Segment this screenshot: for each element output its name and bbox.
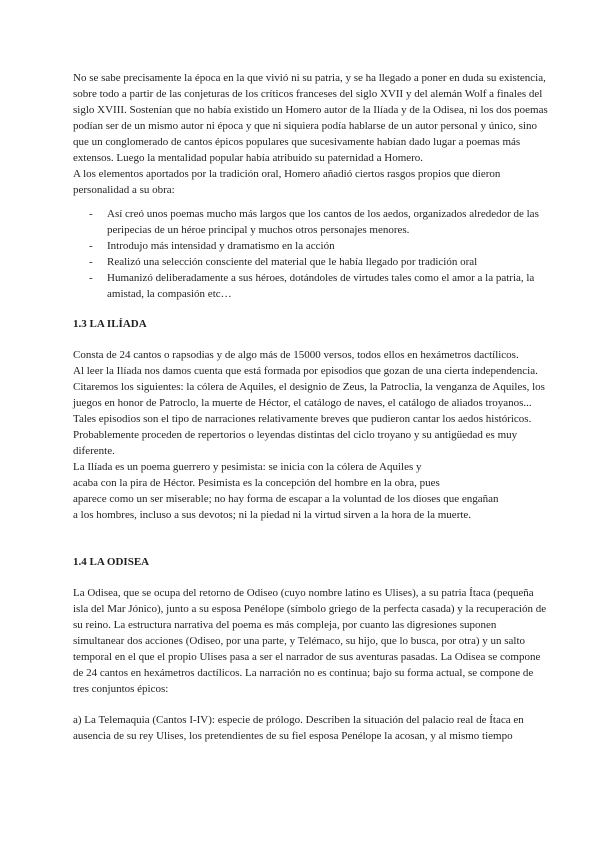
list-item	[73, 238, 550, 254]
list-item-text: Humanizó deliberadamente a sus héroes, dotándoles de virtudes tales como el amor a la patria, la amistad, la compasión etc…	[107, 272, 535, 300]
list-item-text: Realizó una selección consciente del material que le había llegado por tradición oral	[107, 256, 478, 268]
iliada-paragraph-3: Tales episodios son el tipo de narraciones relativamente breves que pudieron cantar los aedos históricos. Probablemente proceden de repertorios o leyendas distintas del ciclo troyano y su antigüedad es muy diferente.	[73, 413, 532, 457]
bullet-dash: -	[89, 256, 93, 268]
odisea-paragraph-2: a) La Telemaquia (Cantos I-IV): especie de prólogo. Describen la situación del palacio real de Ítaca en ausencia de su rey Ulises, los pretendientes de su fiel esposa Penélope la acosan, y al mismo tiempo	[73, 714, 524, 742]
features-list	[73, 206, 550, 302]
section-heading-odisea: 1.4 LA ODISEA	[73, 556, 150, 568]
text-line: acaba con la pira de Héctor. Pesimista es la concepción del hombre en la obra, pues	[73, 477, 440, 489]
bullet-dash: -	[89, 272, 93, 284]
iliada-paragraph-1: Consta de 24 cantos o rapsodias y de algo más de 15000 versos, todos ellos en hexámetros dactílicos.	[73, 349, 519, 361]
list-item-text: Así creó unos poemas mucho más largos que los cantos de los aedos, organizados alrededor de las peripecias de un héroe principal y muchos otros personajes menores.	[107, 208, 539, 236]
iliada-paragraph-4	[73, 459, 550, 523]
list-item	[73, 206, 550, 238]
text-line: La Ilíada es un poema guerrero y pesimista: se inicia con la cólera de Aquiles y	[73, 461, 422, 473]
text-line: a los hombres, incluso a sus devotos; ni la piedad ni la virtud sirven a la hora de la muerte.	[73, 509, 472, 521]
section-heading-iliada: 1.3 LA ILÍADA	[73, 318, 147, 330]
bullet-dash: -	[89, 240, 93, 252]
list-item-text: Introdujo más intensidad y dramatismo en la acción	[107, 240, 335, 252]
intro-paragraph-2: A los elementos aportados por la tradición oral, Homero añadió ciertos rasgos propios que dieron personalidad a su obra:	[73, 168, 501, 196]
odisea-paragraph-1: La Odisea, que se ocupa del retorno de Odiseo (cuyo nombre latino es Ulises), a su patria Ítaca (pequeña isla del Mar Jónico), junto a su esposa Penélope (símbolo griego de la perfecta casada) y la recuperación de su reino. La estructura narrativa del poema es más compleja, por cuanto las digresiones suponen simultanear dos acciones (Odiseo, por una parte, y Telémaco, su hijo, que lo busca, por otra) y un salto temporal en el que el propio Ulises pasa a ser el narrador de sus aventuras pasadas. La Odisea se compone de 24 cantos en hexámetros dactílicos. La narración no es continua; bajo su forma actual, se compone de tres conjuntos épicos:	[73, 587, 547, 695]
bullet-dash: -	[89, 208, 93, 220]
list-item	[73, 270, 550, 302]
list-item	[73, 254, 550, 270]
iliada-paragraph-2: Al leer la Ilíada nos damos cuenta que está formada por episodios que gozan de una cierta independencia. Citaremos los siguientes: la cólera de Aquiles, el designio de Zeus, la Patroclia, la venganza de Aquiles, los juegos en honor de Patroclo, la muerte de Héctor, el catálogo de naves, el catálogo de aliados troyanos...	[73, 365, 545, 409]
intro-paragraph: No se sabe precisamente la época en la que vivió ni su patria, y se ha llegado a poner en duda su existencia, sobre todo a partir de las conjeturas de los críticos franceses del siglo XVII y del alemán Wolf a finales del siglo XVIII. Sostenían que no había existido un Homero autor de la Ilíada y de la Odisea, ni los dos poemas podían ser de un mismo autor ni época y que ni siquiera podía hablarse de un autor personal y único, sino que un conglomerado de cantos épicos populares que sucesivamente habían dado lugar a poemas más extensos. Luego la mentalidad popular había atribuido su paternidad a Homero.	[73, 72, 548, 164]
text-line: aparece como un ser miserable; no hay forma de escapar a la voluntad de los dioses que engañan	[73, 493, 499, 505]
